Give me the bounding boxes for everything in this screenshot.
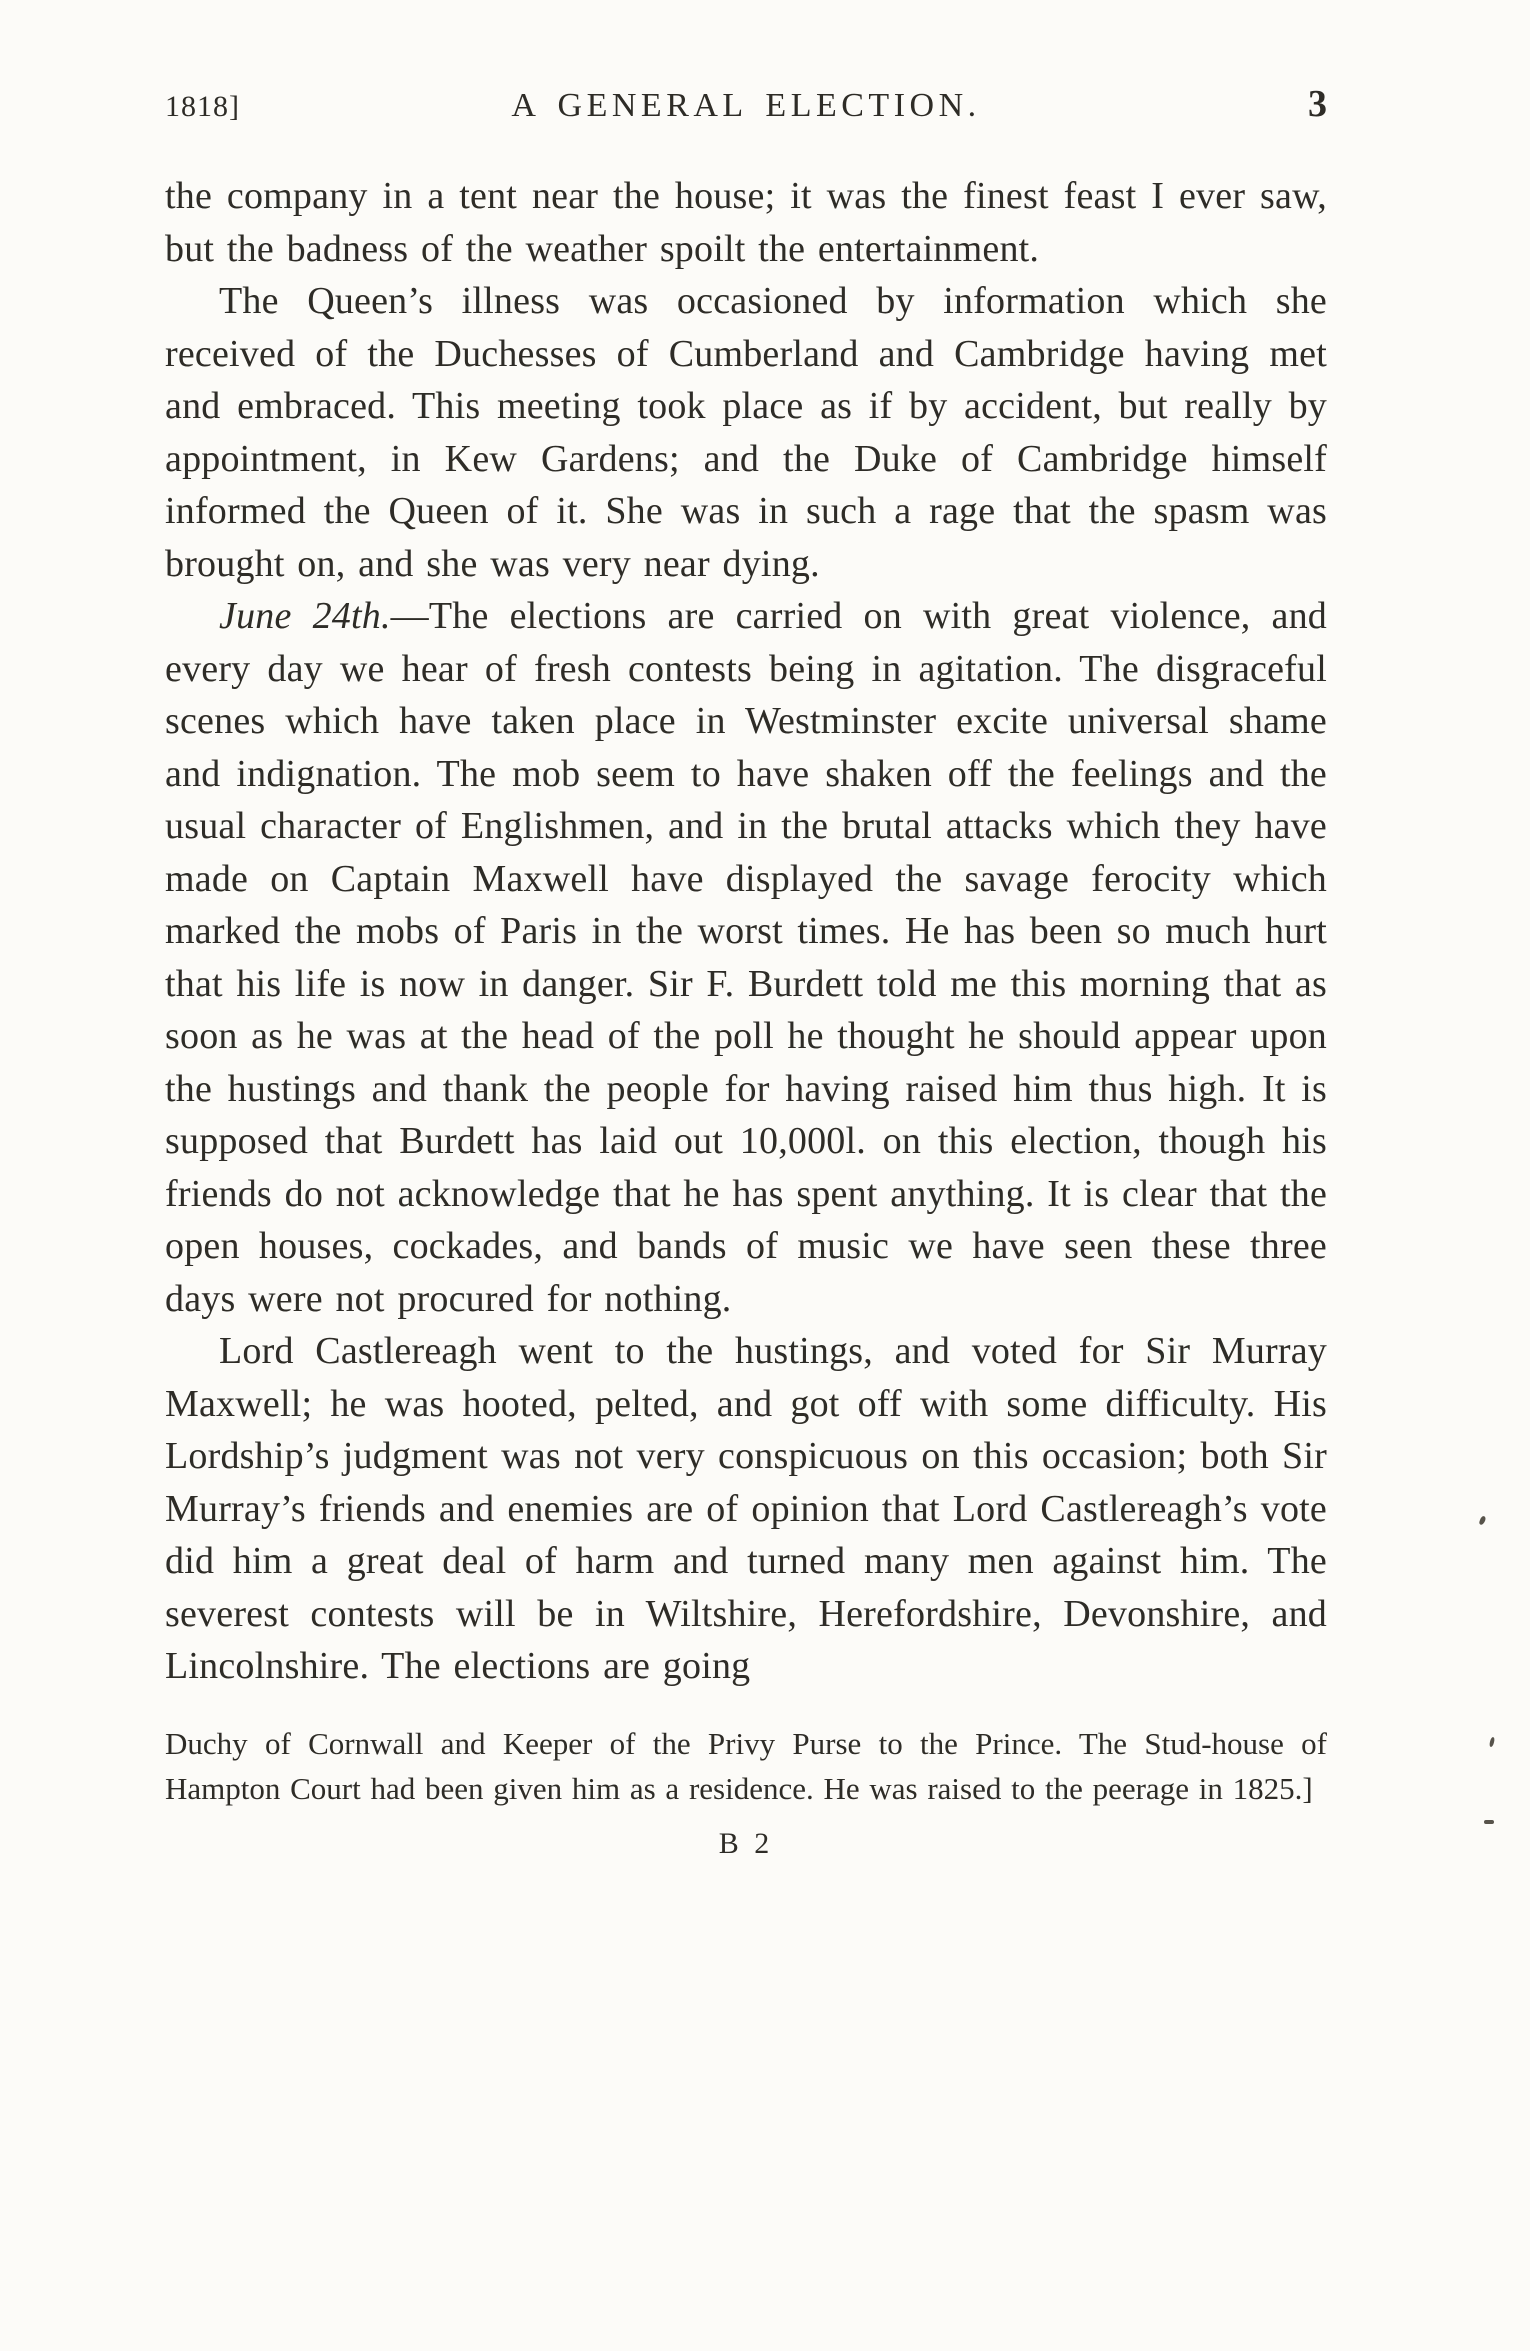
running-head <box>165 82 1327 126</box>
running-title: A GENERAL ELECTION. <box>511 87 981 124</box>
paragraph-june-24 <box>165 590 1327 1325</box>
paragraph-june-24-text: —The elections are carried on with great violence, and every day we hear of fresh contests being in agitation. The disgraceful scenes which have taken place in Westminster excite universal shame and indignation. The mob seem to have shaken off the feelings and the usual character of Englishmen, and in the brutal attacks which they have made on Captain Maxwell have displayed the savage ferocity which marked the mobs of Paris in the worst times. He has been so much hurt that his life is now in danger. Sir F. Burdett told me this morning that as soon as he was at the head of the poll he thought he should appear upon the hustings and thank the people for having raised him thus high. It is supposed that Burdett has laid out 10,000l. on this election, though his friends do not acknowledge that he has spent anything. It is clear that the open houses, cockades, and bands of music we have seen these three days were not procured for nothing. <box>165 595 1328 1320</box>
body-text <box>165 170 1327 1693</box>
page-footer <box>165 1721 1327 1861</box>
scan-speck <box>1489 1737 1495 1748</box>
page-number: 3 <box>1308 83 1328 125</box>
paragraph-continuation: the company in a tent near the house; it was the finest feast I ever saw, but the badness of the weather spoilt the entertainment. <box>165 175 1327 270</box>
paragraph-castlereagh: Lord Castlereagh went to the hustings, and voted for Sir Murray Maxwell; he was hooted, pelted, and got off with some difficulty. His Lordship’s judgment was not very conspicuous on this occasion; both Sir Murray’s friends and enemies are of opinion that Lord Castlereagh’s vote did him a great deal of harm and turned many men against him. The severest contests will be in Wiltshire, Herefordshire, Devonshire, and Lincolnshire. The elections are going <box>165 1330 1327 1687</box>
scan-speck <box>1484 1820 1494 1824</box>
page-content <box>165 82 1327 1861</box>
diary-date: June 24th. <box>219 595 391 637</box>
scan-speck <box>1478 1515 1486 1525</box>
signature-mark: B 2 <box>718 1826 774 1860</box>
paragraph-queens-illness: The Queen’s illness was occasioned by information which she received of the Duchesses of Cumberland and Cambridge having met and embraced. This meeting took place as if by accident, but really by appointment, in Kew Gardens; and the Duke of Cambridge himself informed the Queen of it. She was in such a rage that the spasm was brought on, and she was very near dying. <box>165 280 1327 585</box>
footnote: Duchy of Cornwall and Keeper of the Privy Purse to the Prince. The Stud-house of Hampton Court had been given him as a residence. He was raised to the peerage in 1825.] <box>165 1725 1327 1806</box>
header-year: 1818] <box>165 90 240 123</box>
